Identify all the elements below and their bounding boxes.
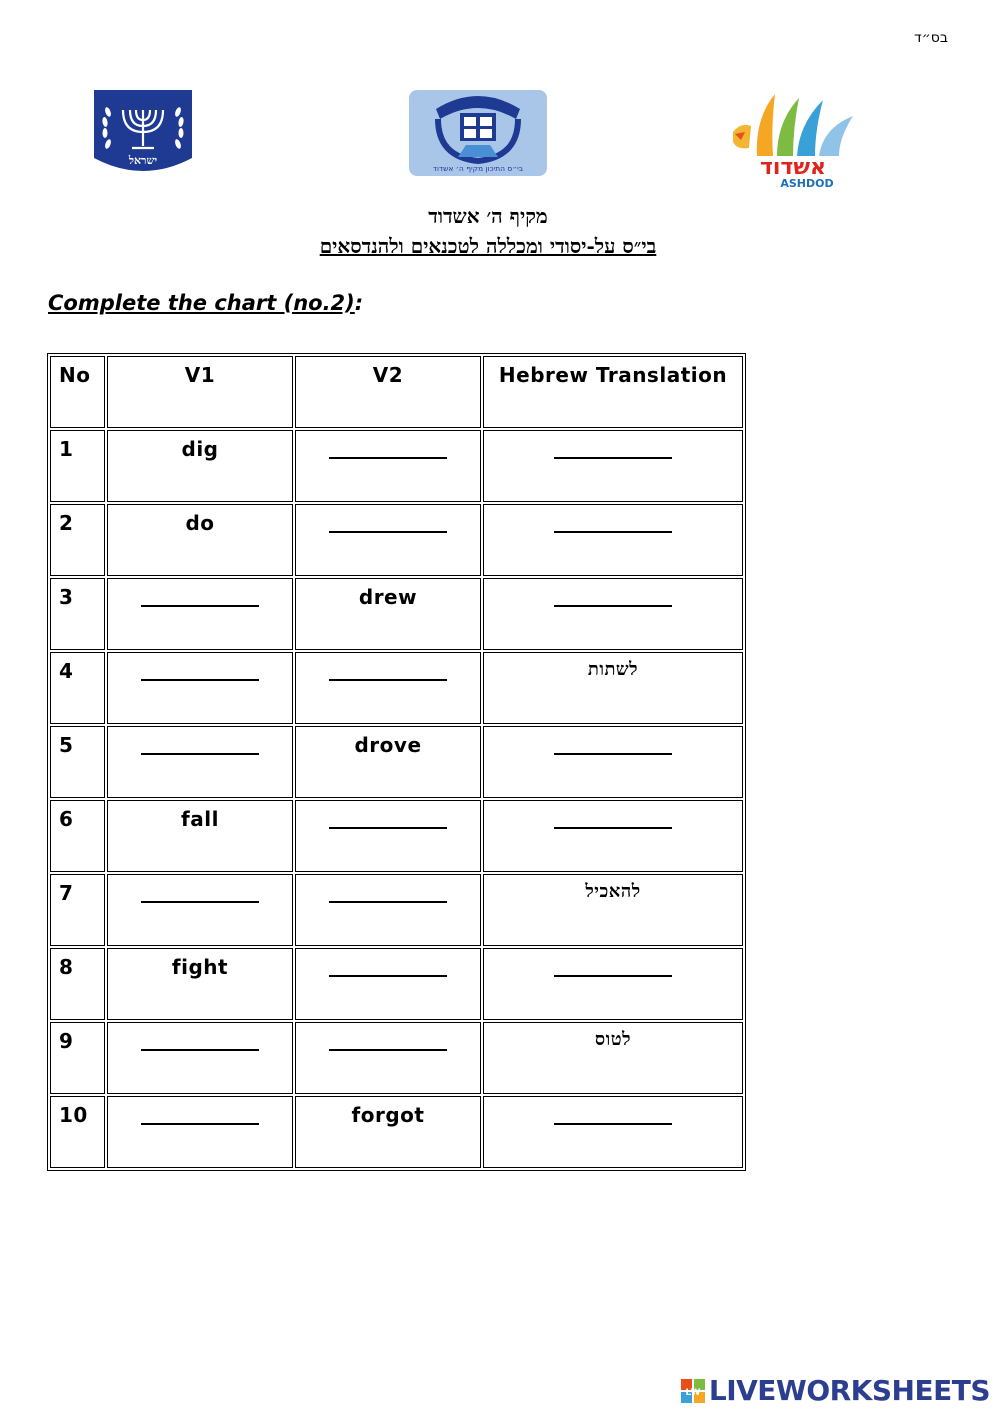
table-row	[50, 948, 743, 1020]
v1-blank-line[interactable]	[141, 589, 259, 607]
v2-blank-line[interactable]	[329, 885, 447, 903]
v2-cell[interactable]	[295, 652, 481, 724]
v2-cell: drove	[295, 726, 481, 798]
v2-cell: drew	[295, 578, 481, 650]
header-no: No	[50, 356, 105, 428]
translation-cell[interactable]	[483, 430, 743, 502]
v2-cell[interactable]	[295, 800, 481, 872]
header-v2: V2	[295, 356, 481, 428]
v1-cell[interactable]	[107, 1096, 293, 1168]
israel-emblem-text: ישראל	[128, 154, 158, 167]
row-number: 6	[50, 800, 105, 872]
v2-blank-line[interactable]	[329, 515, 447, 533]
school-logo	[408, 89, 548, 177]
row-number: 2	[50, 504, 105, 576]
ashdod-logo-english: ASHDOD	[780, 177, 834, 190]
school-name: מקיף ה׳ אשדוד	[428, 204, 548, 228]
translation-cell[interactable]	[483, 726, 743, 798]
translation-cell: לטוס	[483, 1022, 743, 1094]
v1-cell: do	[107, 504, 293, 576]
translation-cell[interactable]	[483, 578, 743, 650]
v1-blank-line[interactable]	[141, 663, 259, 681]
v1-cell[interactable]	[107, 578, 293, 650]
v2-cell[interactable]	[295, 948, 481, 1020]
v1-blank-line[interactable]	[141, 1107, 259, 1125]
translation-blank-line[interactable]	[554, 959, 672, 977]
translation-cell: להאכיל	[483, 874, 743, 946]
v2-blank-line[interactable]	[329, 441, 447, 459]
table-row	[50, 726, 743, 798]
translation-blank-line[interactable]	[554, 589, 672, 607]
table-row	[50, 578, 743, 650]
v2-cell[interactable]	[295, 874, 481, 946]
row-number: 7	[50, 874, 105, 946]
row-number: 4	[50, 652, 105, 724]
translation-blank-line[interactable]	[554, 515, 672, 533]
liveworksheets-footer	[681, 1374, 990, 1407]
v1-blank-line[interactable]	[141, 1033, 259, 1051]
ashdod-logo	[727, 88, 860, 190]
translation-blank-line[interactable]	[554, 1107, 672, 1125]
v1-cell[interactable]	[107, 874, 293, 946]
v2-blank-line[interactable]	[329, 663, 447, 681]
v1-cell: fight	[107, 948, 293, 1020]
row-number: 8	[50, 948, 105, 1020]
table-row	[50, 652, 743, 724]
translation-cell[interactable]	[483, 504, 743, 576]
translation-cell[interactable]	[483, 800, 743, 872]
instruction-colon: :	[354, 291, 364, 315]
v2-cell: forgot	[295, 1096, 481, 1168]
v1-blank-line[interactable]	[141, 885, 259, 903]
liveworksheets-brand: LIVEWORKSHEETS	[708, 1374, 990, 1407]
translation-cell[interactable]	[483, 1096, 743, 1168]
table-row	[50, 1096, 743, 1168]
school-subtitle: בי״ס על-יסודי ומכללה לטכנאים ולהנדסאים	[319, 234, 657, 258]
table-row	[50, 504, 743, 576]
liveworksheets-badge-icon	[681, 1379, 705, 1403]
israel-emblem-logo	[90, 88, 196, 178]
v1-cell[interactable]	[107, 1022, 293, 1094]
ashdod-logo-hebrew: אשדוד	[759, 155, 827, 180]
v1-cell: fall	[107, 800, 293, 872]
row-number: 1	[50, 430, 105, 502]
svg-text:LW: LW	[685, 1387, 701, 1398]
translation-blank-line[interactable]	[554, 811, 672, 829]
row-number: 10	[50, 1096, 105, 1168]
v1-cell[interactable]	[107, 726, 293, 798]
table-header-row	[50, 356, 743, 428]
v2-cell[interactable]	[295, 1022, 481, 1094]
header-v1: V1	[107, 356, 293, 428]
bsd-mark: בס״ד	[914, 30, 948, 46]
v1-cell[interactable]	[107, 652, 293, 724]
school-logo-text: בי״ס התיכון מקיף ה׳ אשדוד	[432, 164, 524, 173]
header-translation: Hebrew Translation	[483, 356, 743, 428]
translation-blank-line[interactable]	[554, 737, 672, 755]
row-number: 5	[50, 726, 105, 798]
v2-blank-line[interactable]	[329, 1033, 447, 1051]
verb-chart-table	[47, 353, 746, 1171]
table-row	[50, 1022, 743, 1094]
row-number: 9	[50, 1022, 105, 1094]
table-row	[50, 430, 743, 502]
row-number: 3	[50, 578, 105, 650]
v2-blank-line[interactable]	[329, 811, 447, 829]
table-row	[50, 800, 743, 872]
instruction-heading	[48, 291, 363, 315]
v2-cell[interactable]	[295, 430, 481, 502]
table-row	[50, 874, 743, 946]
v2-cell[interactable]	[295, 504, 481, 576]
translation-cell[interactable]	[483, 948, 743, 1020]
instruction-text: Complete the chart (no.2)	[48, 291, 355, 315]
translation-blank-line[interactable]	[554, 441, 672, 459]
translation-cell: לשתות	[483, 652, 743, 724]
v1-cell: dig	[107, 430, 293, 502]
v1-blank-line[interactable]	[141, 737, 259, 755]
v2-blank-line[interactable]	[329, 959, 447, 977]
